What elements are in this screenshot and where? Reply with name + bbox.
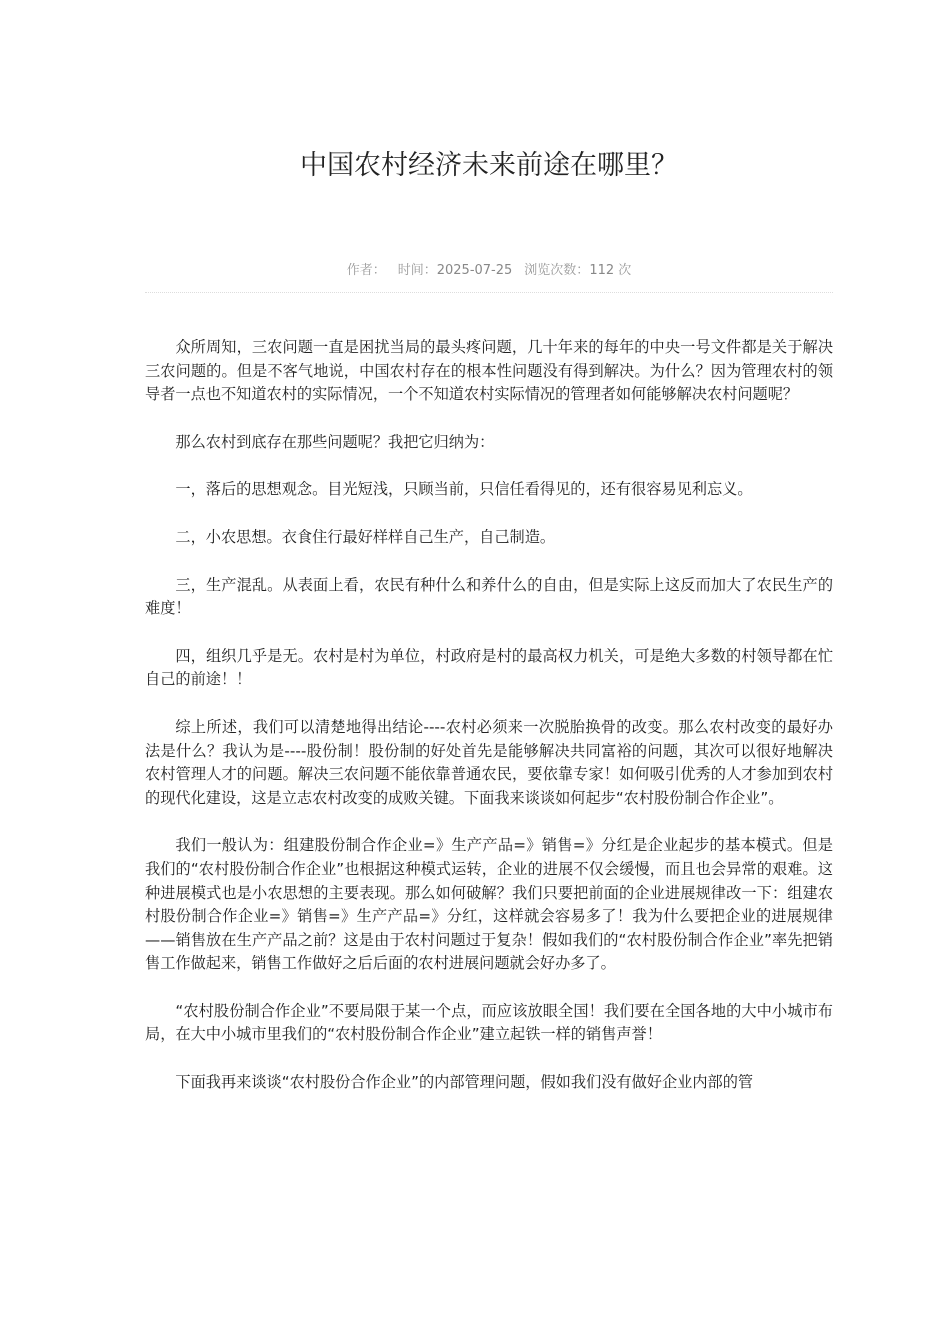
article-title: 中国农村经济未来前途在哪里？: [300, 150, 678, 181]
article-body: [145, 336, 833, 1119]
article-meta: [145, 262, 833, 280]
paragraph: 综上所述，我们可以清楚地得出结论----农村必须来一次脱胎换骨的改变。那么农村改变的最好办法是什么？我认为是----股份制！股份制的好处首先是能够解决共同富裕的问题，其次可以很好地解决农村管理人才的问题。解决三农问题不能依靠普通农民，要依靠专家！如何吸引优秀的人才参加到农村的现代化建设，这是立志农村改变的成败关键。下面我来谈谈如何起步“农村股份制合作企业”。: [145, 717, 833, 807]
paragraph: 二，小农思想。衣食住行最好样样自己生产，自己制造。: [175, 527, 556, 546]
views-value: 112: [589, 263, 615, 278]
time-value: 2025-07-25: [436, 263, 513, 278]
paragraph: 下面我再来谈谈“农村股份合作企业”的内部管理问题，假如我们没有做好企业内部的管: [175, 1073, 754, 1092]
paragraph: “农村股份制合作企业”不要局限于某一个点，而应该放眼全国！我们要在全国各地的大中小城市布局，在大中小城市里我们的“农村股份制合作企业”建立起铁一样的销售声誉！: [145, 1001, 833, 1044]
paragraph: 那么农村到底存在那些问题呢？我把它归纳为：: [175, 432, 495, 451]
paragraph: 三，生产混乱。从表面上看，农民有种什么和养什么的自由，但是实际上这反而加大了农民生产的难度！: [145, 575, 833, 618]
paragraph: 众所周知，三农问题一直是困扰当局的最头疼问题，几十年来的每年的中央一号文件都是关于解决三农问题的。但是不客气地说，中国农村存在的根本性问题没有得到解决。为什么？因为管理农村的领导者一点也不知道农村的实际情况，一个不知道农村实际情况的管理者如何能够解决农村问题呢？: [145, 338, 833, 404]
views-unit: 次: [618, 263, 632, 278]
meta-divider: [145, 292, 833, 293]
author-label: 作者：: [346, 263, 386, 278]
paragraph: 我们一般认为：组建股份制合作企业=》生产产品=》销售=》分红是企业起步的基本模式。但是我们的“农村股份制合作企业”也根据这种模式运转，企业的进展不仅会缓慢，而且也会异常的艰难。这种进展模式也是小农思想的主要表现。那么如何破解？我们只要把前面的企业进展规律改一下：组建农村股份制合作企业=》销售=》生产产品=》分红，这样就会容易多了！我为什么要把企业的进展规律——销售放在生产产品之前？这是由于农村问题过于复杂！假如我们的“农村股份制合作企业”率先把销售工作做起来，销售工作做好之后后面的农村进展问题就会好办多了。: [145, 836, 833, 973]
views-label: 浏览次数：: [524, 263, 590, 278]
paragraph: 一，落后的思想观念。目光短浅，只顾当前，只信任看得见的，还有很容易见利忘义。: [175, 480, 753, 499]
paragraph: 四，组织几乎是无。农村是村为单位，村政府是村的最高权力机关，可是绝大多数的村领导都在忙自己的前途！！: [145, 646, 833, 689]
time-label: 时间：: [397, 263, 437, 278]
